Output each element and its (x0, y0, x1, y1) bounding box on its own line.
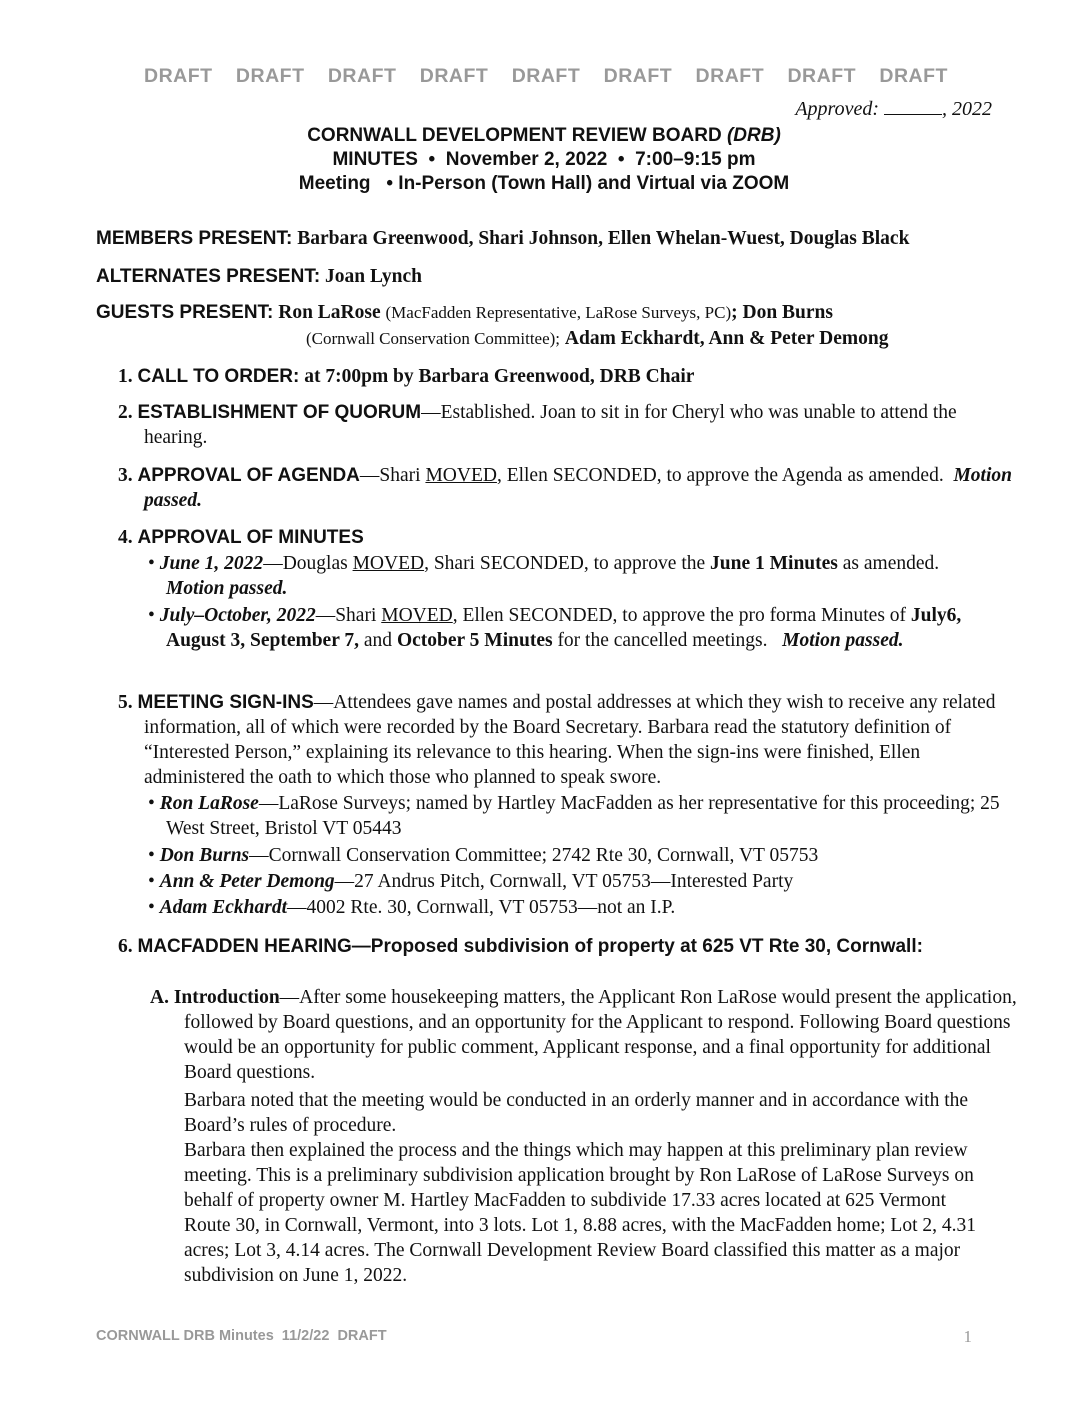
item-sign-ins: 5. MEETING SIGN-INS—Attendees gave names and postal addresses at which they wish to receive any related information, all of which were recorded by the Board Secretary. Barbara read the statutory definition of “Interested Person,” explaining its relevance to this hearing. When the sign-ins were finished, Ellen administered the oath to which those who planned to speak swore. (118, 692, 996, 788)
draft-mark: DRAFT (235, 65, 305, 87)
draft-mark: DRAFT (511, 65, 581, 87)
members-present: MEMBERS PRESENT: Barbara Greenwood, Shari Johnson, Ellen Whelan-Wuest, Douglas Black (96, 228, 910, 249)
item-agenda: 3. APPROVAL OF AGENDA—Shari MOVED, Ellen SECONDED, to approve the Agenda as amended. Motion passed. (118, 465, 1012, 511)
draft-mark: DRAFT (144, 65, 213, 87)
page-footer (96, 1324, 972, 1349)
page-number: 1 (963, 1327, 972, 1346)
document-header (0, 124, 1088, 196)
item-minutes: 4. APPROVAL OF MINUTES (118, 527, 364, 548)
item-quorum: 2. ESTABLISHMENT OF QUORUM—Established. Joan to sit in for Cheryl who was unable to attend the hearing. (118, 402, 957, 448)
alternates-present: ALTERNATES PRESENT: Joan Lynch (96, 266, 423, 287)
signin-entry: • Ann & Peter Demong—27 Andrus Pitch, Cornwall, VT 05753—Interested Party (148, 871, 794, 892)
draft-mark: DRAFT (879, 65, 948, 87)
hearing-intro-paragraph: Barbara noted that the meeting would be conducted in an orderly manner and in accordance with the Board’s rules of procedure. (184, 1090, 969, 1136)
guests-present-cont: (Cornwall Conservation Committee); Adam Eckhardt, Ann & Peter Demong (306, 328, 889, 349)
signin-entry: • Ron LaRose—LaRose Surveys; named by Hartley MacFadden as her representative for this proceeding; 25 West Street, Bristol VT 05443 (148, 793, 1000, 839)
draft-watermark-row (144, 64, 948, 89)
approval-date-blank (884, 96, 942, 115)
draft-mark: DRAFT (327, 65, 397, 87)
hearing-intro-paragraph: Barbara then explained the process and the things which may happen at this preliminary plan review meeting. This is a preliminary subdivision application brought by Ron LaRose of LaRose Surveys on behalf of property owner M. Hartley MacFadden to subdivide 17.33 acres located at 625 Vermont Route 30, in Cornwall, Vermont, into 3 lots. Lot 1, 8.88 acres, with the MacFadden home; Lot 2, 4.31 acres; Lot 3, 4.14 acres. The Cornwall Development Review Board classified this matter as a major subdivision on June 1, 2022. (184, 1140, 976, 1286)
draft-mark: DRAFT (695, 65, 765, 87)
header-meeting-line: Meeting • In-Person (Town Hall) and Virtual via ZOOM (298, 173, 790, 194)
hearing-introduction: A. Introduction—After some housekeeping matters, the Applicant Ron LaRose would present the application, followed by Board questions, and an opportunity for the Applicant to respond. Following Board questions would be an opportunity for public comment, Applicant response, and a final opportunity for additional Board questions. (150, 987, 1017, 1083)
draft-mark: DRAFT (787, 65, 857, 87)
draft-mark: DRAFT (603, 65, 673, 87)
header-title: CORNWALL DEVELOPMENT REVIEW BOARD (DRB) (307, 125, 781, 146)
header-date-line: MINUTES • November 2, 2022 • 7:00–9:15 pm (332, 149, 756, 170)
footer-label: CORNWALL DRB Minutes 11/2/22 DRAFT (96, 1328, 387, 1344)
draft-mark: DRAFT (419, 65, 489, 87)
guests-present: GUESTS PRESENT: Ron LaRose (MacFadden Representative, LaRose Surveys, PC); Don Burns (96, 302, 833, 323)
minutes-bullet-june: • June 1, 2022—Douglas MOVED, Shari SECONDED, to approve the June 1 Minutes as amended. Motion passed. (148, 553, 954, 599)
minutes-bullet-jul-oct: • July–October, 2022—Shari MOVED, Ellen SECONDED, to approve the pro forma Minutes of July6, August 3, September 7, and October 5 Minutes for the cancelled meetings. Motion passed. (148, 605, 962, 651)
signin-entry: • Adam Eckhardt—4002 Rte. 30, Cornwall, VT 05753—not an I.P. (148, 897, 676, 918)
item-macfadden-hearing: 6. MACFADDEN HEARING—Proposed subdivision of property at 625 VT Rte 30, Cornwall: (118, 936, 923, 957)
item-call-to-order: 1. CALL TO ORDER: at 7:00pm by Barbara Greenwood, DRB Chair (118, 366, 695, 387)
signin-entry: • Don Burns—Cornwall Conservation Committee; 2742 Rte 30, Cornwall, VT 05753 (148, 845, 819, 866)
approval-line: Approved: , 2022 (795, 98, 992, 120)
